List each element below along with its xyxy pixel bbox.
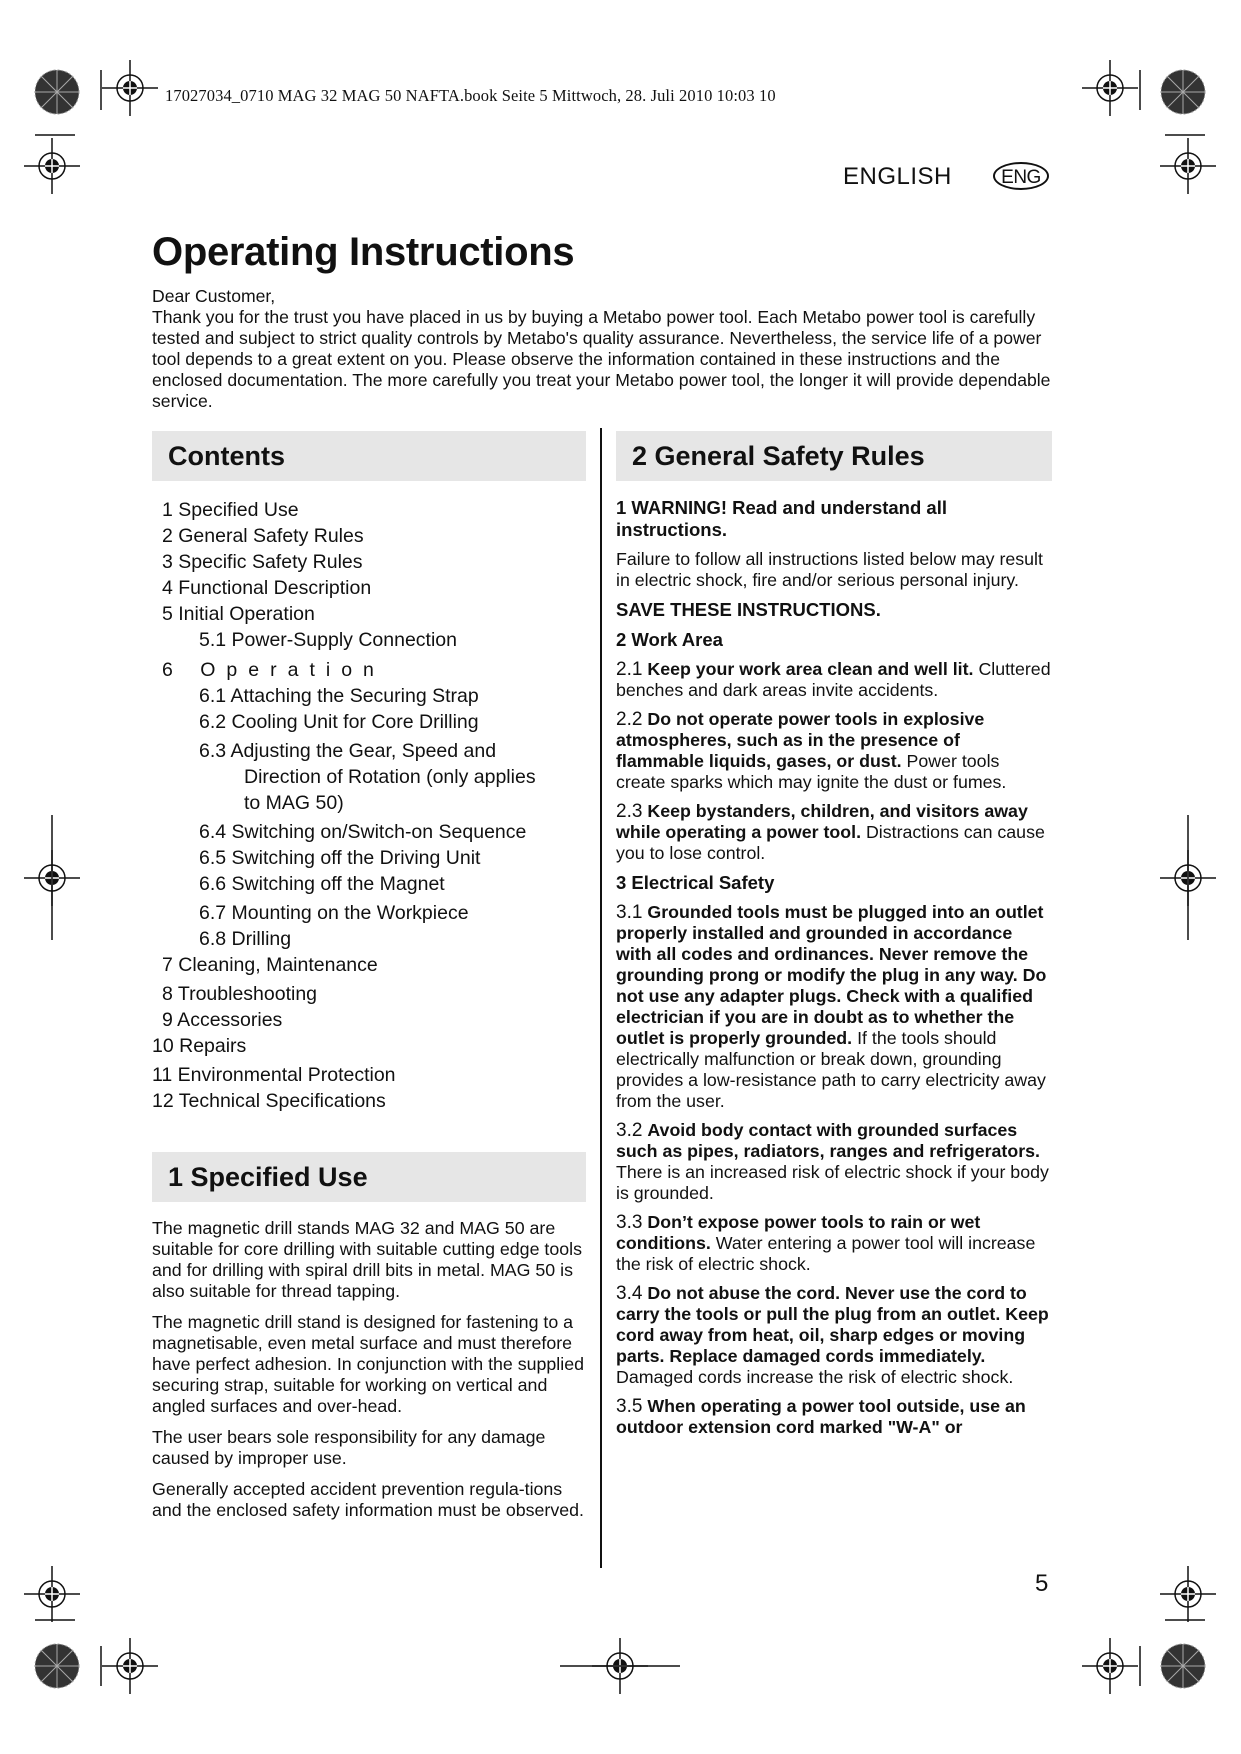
toc-item: 6.6 Switching off the Magnet [199, 873, 445, 895]
toc-item: 6.3 Adjusting the Gear, Speed and [199, 740, 497, 762]
toc-item: 8 Troubleshooting [162, 983, 318, 1005]
toc-item: 6.2 Cooling Unit for Core Drilling [199, 711, 479, 733]
toc-item: 6.1 Attaching the Securing Strap [199, 685, 479, 707]
rule-3-3: 3.3 Don’t expose power tools to rain or wet conditions. Water entering a power tool will increase the risk of electric shock. [616, 1212, 1036, 1274]
toc-item: 6.8 Drilling [199, 928, 292, 950]
crosshair-mark [24, 138, 80, 194]
left-column [152, 431, 586, 1531]
rule-3-4: 3.4 Do not abuse the cord. Never use the cord to carry the tools or pull the plug from an outlet. Keep cord away from heat, oil, sharp edges or moving parts. Replace damaged cords immediately. Damaged cords increase the risk of electric shock. [616, 1283, 1049, 1387]
toc-item: 10 Repairs [152, 1035, 247, 1057]
toc-item: 1 Specified Use [162, 499, 299, 521]
warning-heading: 1 WARNING! Read and understand all instructions. [616, 497, 947, 540]
toc-item: 6.5 Switching off the Driving Unit [199, 847, 481, 869]
rule-3-1: 3.1 Grounded tools must be plugged into an outlet properly installed and grounded in accordance with all codes and ordinances. Never remove the grounding prong or modify the plug in any way. Do not use any adapter plugs. Check with a qualified electrician if you are in doubt as to whether the outlet is properly grounded. If the tools should electrically malfunction or break down, grounding provides a low-resistance path to carry electricity away from the user. [616, 902, 1047, 1111]
crosshair-mark [1082, 1638, 1138, 1694]
rule-3-5: 3.5 When operating a power tool outside, use an outdoor extension cord marked "W-A" or [616, 1396, 1026, 1437]
star-mark-top-left [35, 70, 79, 114]
column-divider [600, 428, 602, 1568]
toc-item: Direction of Rotation (only applies [244, 766, 536, 788]
intro [152, 286, 1052, 412]
rule-3-2: 3.2 Avoid body contact with grounded surfaces such as pipes, radiators, ranges and refrigerators. There is an increased risk of electric shock if your body is grounded. [616, 1120, 1049, 1203]
rule-2-1: 2.1 Keep your work area clean and well lit. Cluttered benches and dark areas invite accidents. [616, 659, 1051, 700]
toc-item: 6 Operation [162, 659, 385, 681]
star-mark-bottom-right [1161, 1644, 1205, 1688]
star-mark-top-right [1161, 70, 1205, 114]
specified-use-paragraph: The magnetic drill stand is designed for fastening to a magnetisable, even metal surface and must therefore have perfect adhesion. In conjunction with the supplied securing strap, suitable for working on vertical and angled surfaces and over-head. [152, 1312, 584, 1416]
contents-heading: Contents [152, 431, 586, 481]
crosshair-mark [1082, 60, 1138, 116]
toc-item: 9 Accessories [162, 1009, 283, 1031]
crosshair-mark [1160, 1566, 1216, 1622]
rule-2-3: 2.3 Keep bystanders, children, and visitors away while operating a power tool. Distractions can cause you to lose control. [616, 801, 1045, 863]
specified-use-paragraph: The user bears sole responsibility for any damage caused by improper use. [152, 1427, 546, 1468]
warning-text: Failure to follow all instructions listed below may result in electric shock, fire and/or serious personal injury. [616, 549, 1043, 590]
electrical-safety-heading: 3 Electrical Safety [616, 872, 775, 893]
toc-item: 7 Cleaning, Maintenance [162, 954, 378, 976]
page-title: Operating Instructions [152, 230, 575, 274]
crosshair-mark [24, 1566, 80, 1622]
save-instructions: SAVE THESE INSTRUCTIONS. [616, 599, 881, 620]
toc-item: 6.7 Mounting on the Workpiece [199, 902, 469, 924]
toc-item: 4 Functional Description [162, 577, 372, 599]
rule-2-2: 2.2 Do not operate power tools in explosive atmospheres, such as in the presence of flammable liquids, gases, or dust. Power tools create sparks which may ignite the dust or fumes. [616, 709, 1007, 792]
toc-item: 6.4 Switching on/Switch-on Sequence [199, 821, 527, 843]
toc-item: 2 General Safety Rules [162, 525, 364, 547]
book-file-line: 17027034_0710 MAG 32 MAG 50 NAFTA.book Seite 5 Mittwoch, 28. Juli 2010 10:03 10 [165, 86, 776, 105]
specified-use-paragraph: The magnetic drill stands MAG 32 and MAG 50 are suitable for core drilling with suitable cutting edge tools and for drilling with spiral drill bits in metal. MAG 50 is also suitable for thread tapping. [152, 1218, 582, 1301]
intro-greeting: Dear Customer, [152, 286, 276, 306]
specified-use-heading: 1 Specified Use [152, 1152, 586, 1202]
crosshair-mark [1160, 138, 1216, 194]
crosshair-mark [102, 60, 158, 116]
work-area-heading: 2 Work Area [616, 629, 723, 650]
crosshair-mark [102, 1638, 158, 1694]
language-badge: ENG [993, 162, 1049, 190]
contents-list [152, 497, 586, 1114]
specified-use-paragraph: Generally accepted accident prevention regula-tions and the enclosed safety information must be observed. [152, 1479, 584, 1520]
toc-item: 5.1 Power-Supply Connection [199, 629, 457, 651]
page-number: 5 [1035, 1570, 1049, 1597]
star-mark-bottom-left [35, 1644, 79, 1688]
toc-item: to MAG 50) [244, 792, 344, 814]
right-column [616, 431, 1052, 1446]
safety-heading: 2 General Safety Rules [616, 431, 1052, 481]
intro-body: Thank you for the trust you have placed in us by buying a Metabo power tool. Each Metabo power tool is carefully tested and subject to strict quality controls by Metabo's quality assurance. Nevertheless, the service life of a power tool depends to a great extent on you. Please observe the information contained in these instructions and the enclosed documentation. The more carefully you treat your Metabo power tool, the longer it will provide dependable service. [152, 307, 1051, 411]
toc-item: 3 Specific Safety Rules [162, 551, 363, 573]
toc-item: 11 Environmental Protection [152, 1064, 396, 1086]
language-label: ENGLISH [843, 163, 952, 190]
toc-item: 12 Technical Specifications [152, 1090, 386, 1112]
toc-item: 5 Initial Operation [162, 603, 315, 625]
